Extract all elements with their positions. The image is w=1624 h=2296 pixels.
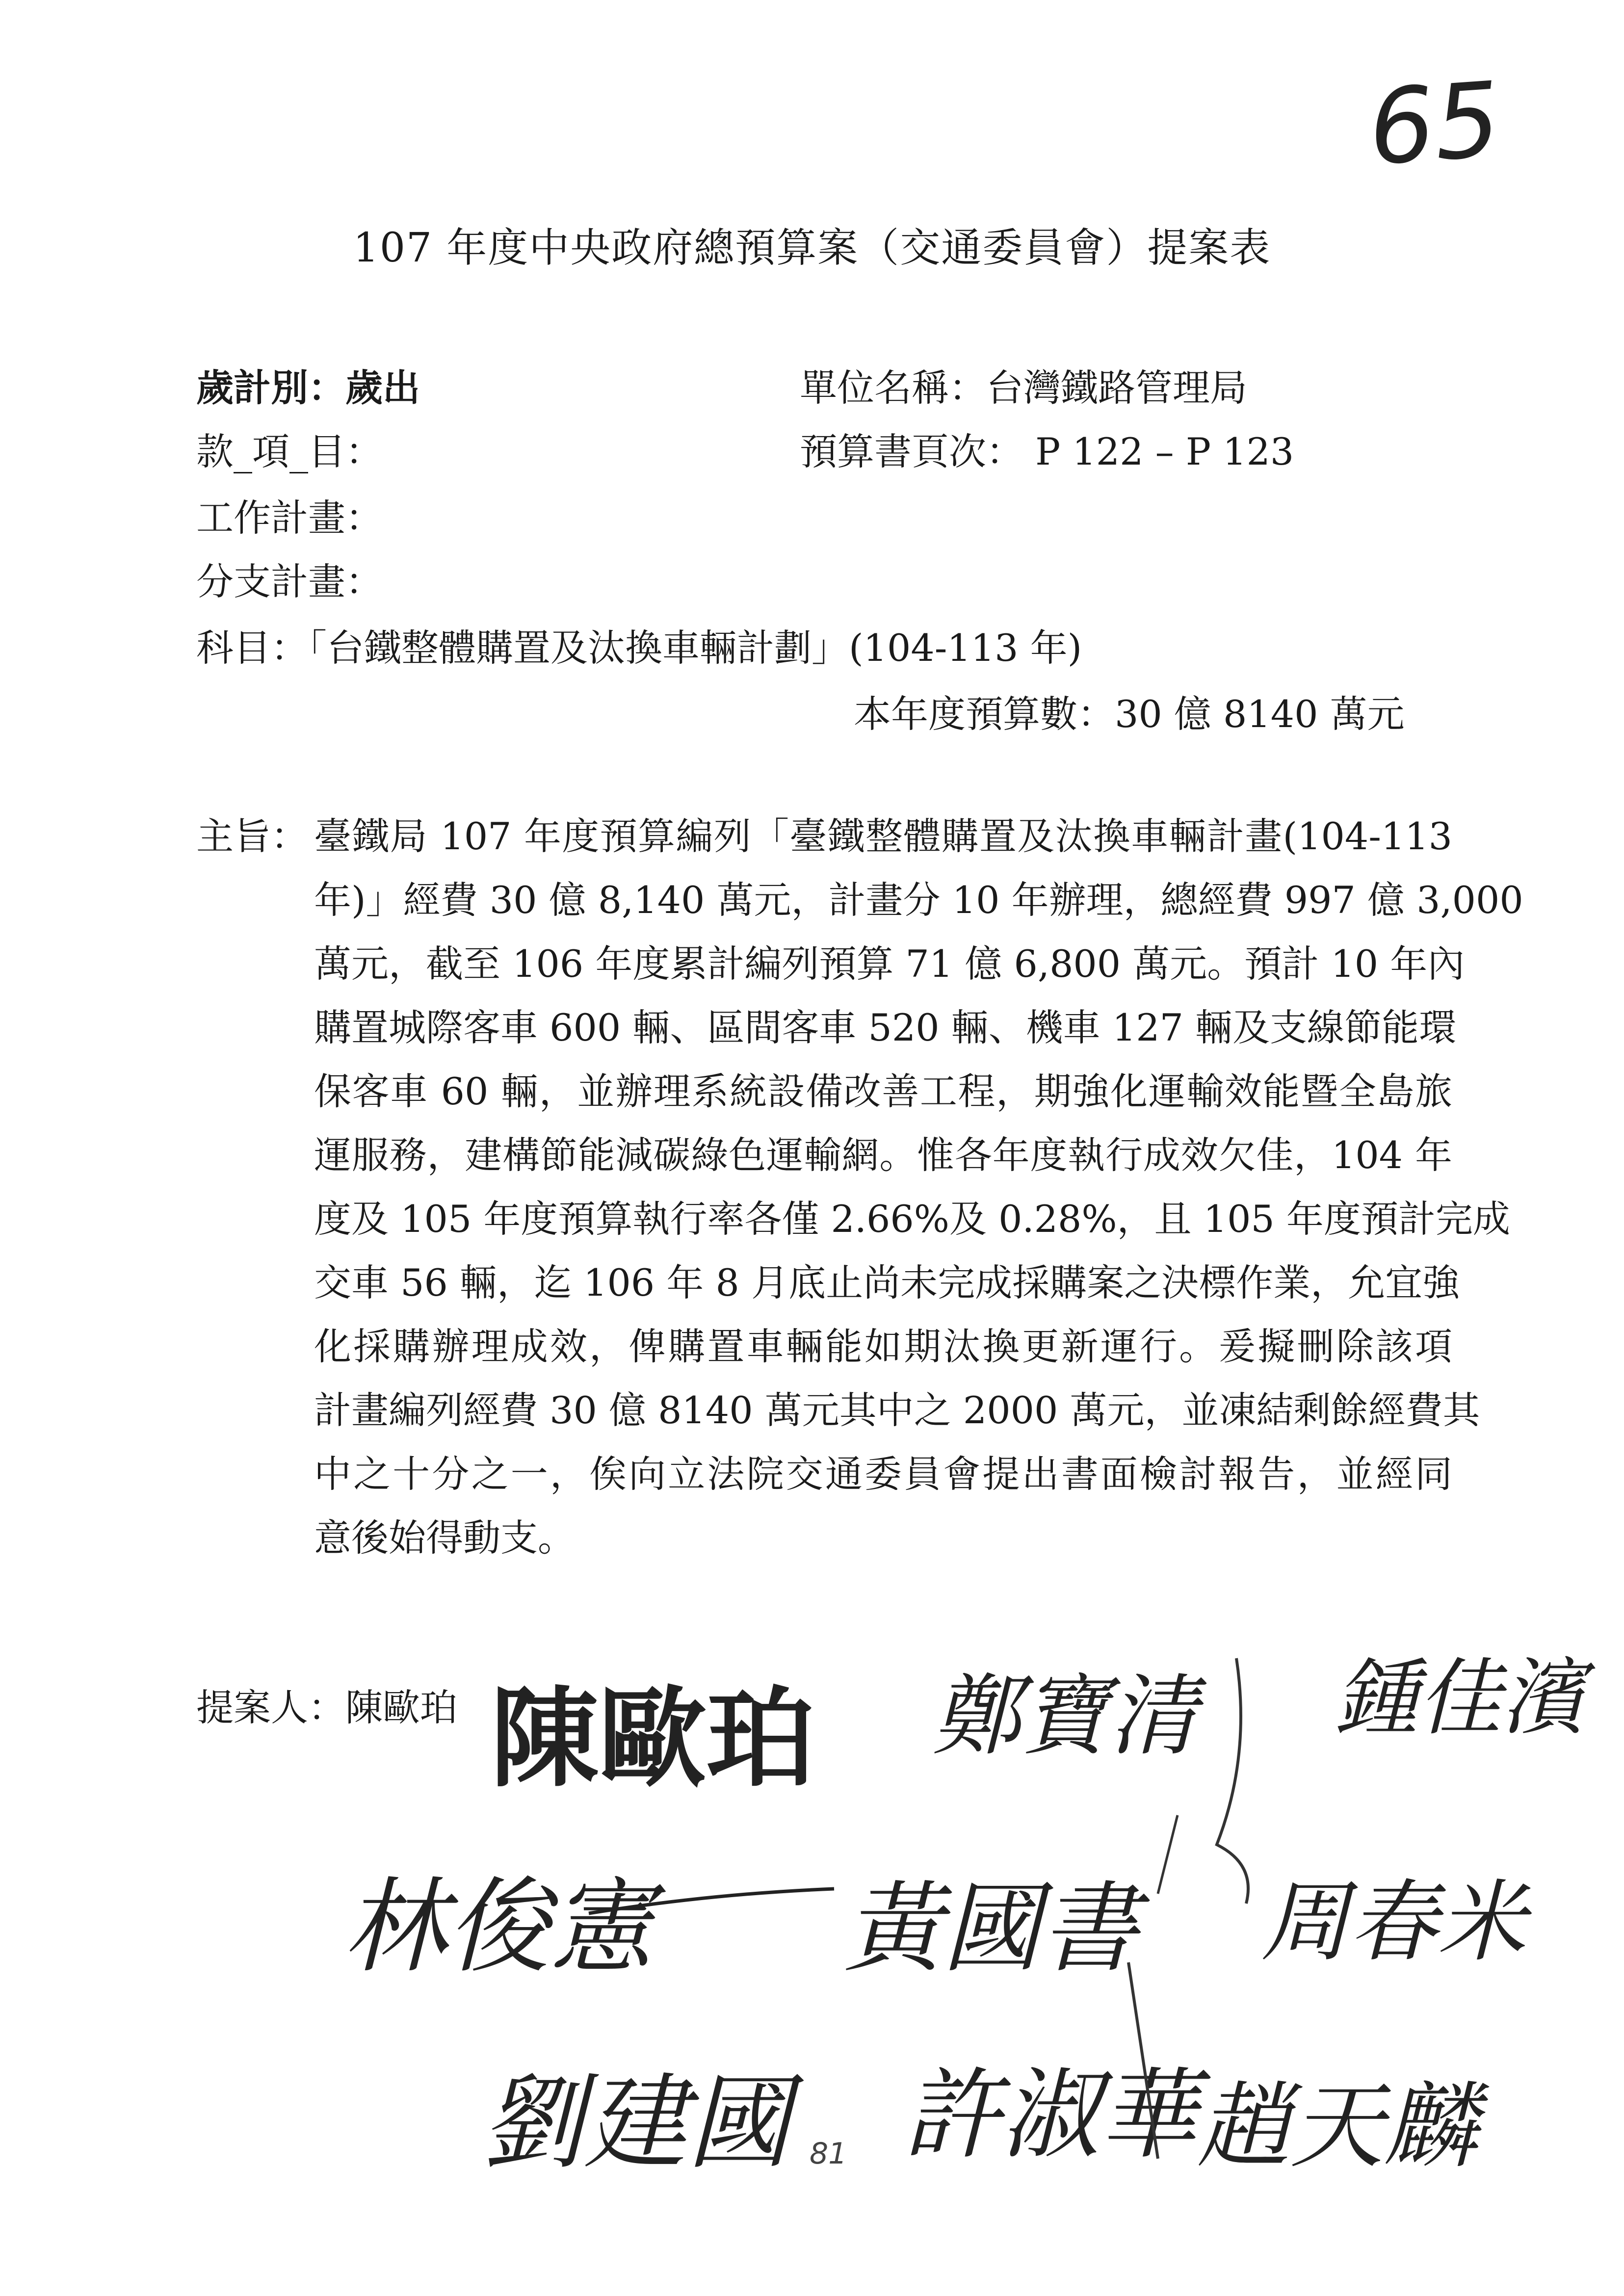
signature-text: 鄭寶清 bbox=[932, 1665, 1198, 1768]
signature-chung-chia-pin bbox=[1335, 1650, 1596, 1747]
signature-chou-chun-mi bbox=[1158, 1815, 1532, 1974]
budget-pages: 預算書頁次： P 122 – P 123 bbox=[800, 430, 1294, 473]
signature-huang-kuo-shu bbox=[844, 1872, 1150, 1986]
purpose-line: 交車 56 輛，迄 106 年 8 月底止尚未完成採購案之決標作業，允宜強 bbox=[314, 1261, 1460, 1305]
purpose-line: 購置城際客車 600 輛、區間客車 520 輛、機車 127 輛及支線節能環 bbox=[314, 1006, 1457, 1049]
item-field: 款_項_目： bbox=[196, 430, 383, 473]
signature-text: 許淑華 bbox=[903, 2058, 1198, 2172]
signature-text: 黃國書 bbox=[844, 1872, 1139, 1986]
purpose-line: 中之十分之一，俟向立法院交通委員會提出書面檢討報告，並經同 bbox=[314, 1452, 1452, 1496]
annual-budget: 本年度預算數：30 億 8140 萬元 bbox=[854, 692, 1405, 736]
purpose-line: 化採購辦理成效，俾購置車輛能如期汰換更新運行。爰擬刪除該項 bbox=[314, 1325, 1452, 1368]
main-purpose-label: 主旨： bbox=[196, 814, 308, 858]
purpose-line: 度及 105 年度預算執行率各僅 2.66%及 0.28%，且 105 年度預計完成 bbox=[314, 1197, 1510, 1241]
purpose-line: 臺鐵局 107 年度預算編列「臺鐵整體購置及汰換車輛計畫(104-113 bbox=[314, 814, 1452, 858]
budget-subject: 科目：「台鐵整體購置及汰換車輛計劃」(104-113 年) bbox=[196, 626, 1082, 670]
work-plan: 工作計畫： bbox=[196, 496, 383, 540]
purpose-line: 運服務，建構節能減碳綠色運輸網。惟各年度執行成效欠佳，104 年 bbox=[314, 1133, 1452, 1177]
document-title: 107 年度中央政府總預算案（交通委員會）提案表 bbox=[353, 225, 1271, 271]
margin-note: 81 bbox=[810, 2137, 847, 2171]
signature-hsu-shu-hua bbox=[903, 1962, 1211, 2172]
proposer: 提案人：陳歐珀 bbox=[196, 1686, 457, 1729]
signature-lin-chun-hsien bbox=[343, 1867, 834, 1987]
purpose-line: 保客車 60 輛，並辦理系統設備改善工程，期強化運輸效能暨全島旅 bbox=[314, 1070, 1452, 1113]
unit-name: 單位名稱：台灣鐵路管理局 bbox=[800, 366, 1247, 410]
signature-cheng-pao-ching bbox=[932, 1658, 1248, 1904]
signature-chao-tien-lin bbox=[1197, 2072, 1490, 2181]
signature-text: 周春米 bbox=[1261, 1871, 1526, 1974]
purpose-line: 計畫編列經費 30 億 8140 萬元其中之 2000 萬元，並凍結剩餘經費其 bbox=[314, 1388, 1480, 1432]
signature-text: 陳歐珀 bbox=[491, 1674, 815, 1801]
sub-plan: 分支計畫： bbox=[196, 560, 383, 603]
signature-text: 鍾佳濱 bbox=[1335, 1650, 1585, 1747]
purpose-line: 年)」經費 30 億 8,140 萬元，計畫分 10 年辦理，總經費 997 億 3,000 bbox=[314, 878, 1523, 922]
signature-text: 趙天麟 bbox=[1197, 2072, 1477, 2181]
account-type: 歲計別：歲出 bbox=[196, 366, 420, 410]
signature-chen-ou-po bbox=[491, 1674, 814, 1801]
page-number: 65 bbox=[1364, 59, 1504, 189]
purpose-line: 萬元，截至 106 年度累計編列預算 71 億 6,800 萬元。預計 10 年內 bbox=[314, 942, 1465, 986]
signature-text: 林俊憲 bbox=[343, 1867, 653, 1987]
signature-text: 劉建國 bbox=[481, 2063, 790, 2183]
signature-liu-chien-kuo bbox=[481, 2063, 804, 2183]
purpose-line: 意後始得動支。 bbox=[314, 1516, 575, 1560]
